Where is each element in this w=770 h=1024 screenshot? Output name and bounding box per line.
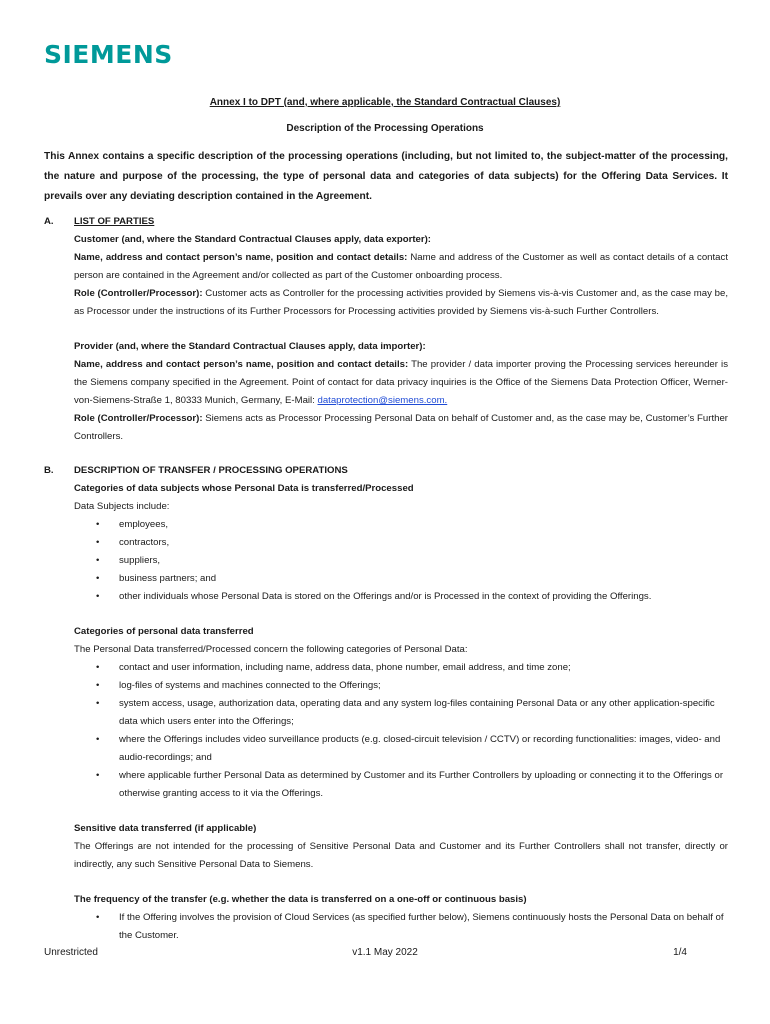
list-item: • contact and user information, including name, address data, phone number, email address, and time zone; bbox=[74, 659, 728, 677]
data-subjects-list bbox=[74, 516, 728, 606]
personal-data-categories-heading: Categories of personal data transferred bbox=[74, 626, 254, 637]
provider-name-label: Name, address and contact person’s name, position and contact details: bbox=[74, 359, 409, 370]
customer-role-text: Customer acts as Controller for the processing activities provided by Siemens vis-à-vis Customer and, as the case may be, as Processor under the instructions of its Further Processors for Processing activities provided by Siemens vis-à-such Further Controllers. bbox=[74, 288, 728, 317]
customer-name-label: Name, address and contact person’s name, position and contact details: bbox=[74, 252, 408, 263]
provider-role-text: Siemens acts as Processor Processing Personal Data on behalf of Customer and, as the case may be, Customer’s Further Controllers. bbox=[74, 413, 728, 442]
provider-name-text: The provider / data importer proving the Processing services hereunder is the Siemens company specified in the Agreement. Point of contact for data privacy inquiries is the Office of the Siemens Data Protection Officer, Werner-von-Siemens-Straße 1, 80333 Munich, Germany, E-Mail: bbox=[74, 359, 728, 406]
provider-role-paragraph bbox=[74, 410, 728, 446]
section-a-heading: LIST OF PARTIES bbox=[74, 216, 155, 227]
section-b bbox=[44, 462, 728, 945]
section-a bbox=[44, 213, 728, 446]
dataprotection-email-link[interactable]: dataprotection@siemens.com. bbox=[317, 395, 448, 406]
list-item: • employees, bbox=[74, 516, 728, 534]
document-subtitle: Description of the Processing Operations bbox=[286, 123, 484, 134]
data-subjects-intro: Data Subjects include: bbox=[74, 501, 170, 512]
list-item: • other individuals whose Personal Data is stored on the Offerings and/or is Processed in the context of providing the Offerings. bbox=[74, 588, 728, 606]
customer-name-paragraph bbox=[74, 249, 728, 285]
transfer-frequency-list bbox=[74, 909, 728, 945]
customer-role-paragraph bbox=[74, 285, 728, 321]
personal-data-categories-list bbox=[74, 659, 728, 803]
intro-paragraph: This Annex contains a specific description of the processing operations (including, but not limited to, the subject-matter of the processing, the nature and purpose of the processing, the type of personal data and categories of data subjects) for the Offering Data Services. It prevails over any deviating description contained in the Agreement. bbox=[44, 151, 728, 202]
footer-version: v1.1 May 2022 bbox=[352, 947, 418, 958]
provider-heading: Provider (and, where the Standard Contractual Clauses apply, data importer): bbox=[74, 341, 426, 352]
sensitive-data-text: The Offerings are not intended for the processing of Sensitive Personal Data and Customer and its Further Controllers shall not transfer, directly or indirectly, any such Sensitive Personal Data to Siemens. bbox=[74, 841, 728, 870]
list-item: • log-files of systems and machines connected to the Offerings; bbox=[74, 677, 728, 695]
siemens-logo: SIEMENS bbox=[44, 40, 173, 69]
list-item: • If the Offering involves the provision of Cloud Services (as specified further below), Siemens continuously hosts the Personal Data on behalf of the Customer. bbox=[74, 909, 728, 945]
customer-name-text: Name and address of the Customer as well as contact details of a contact person are contained in the Agreement and/or collected as part of the Customer onboarding process. bbox=[74, 252, 728, 281]
footer-classification: Unrestricted bbox=[44, 947, 98, 958]
list-item: • suppliers, bbox=[74, 552, 728, 570]
provider-role-label: Role (Controller/Processor): bbox=[74, 413, 203, 424]
section-b-heading: DESCRIPTION OF TRANSFER / PROCESSING OPERATIONS bbox=[74, 465, 348, 476]
transfer-frequency-heading: The frequency of the transfer (e.g. whether the data is transferred on a one-off or continuous basis) bbox=[74, 894, 527, 905]
personal-data-categories-intro: The Personal Data transferred/Processed concern the following categories of Personal Data: bbox=[74, 644, 468, 655]
list-item: • where applicable further Personal Data as determined by Customer and its Further Controllers by uploading or connecting it to the Offerings or otherwise granting access to it via the Offerings. bbox=[74, 767, 728, 803]
customer-heading: Customer (and, where the Standard Contractual Clauses apply, data exporter): bbox=[74, 234, 431, 245]
section-a-letter: A. bbox=[44, 216, 54, 227]
customer-role-label: Role (Controller/Processor): bbox=[74, 288, 203, 299]
sensitive-data-heading: Sensitive data transferred (if applicable) bbox=[74, 823, 257, 834]
provider-name-paragraph bbox=[74, 356, 728, 410]
list-item: • system access, usage, authorization data, operating data and any system log-files containing Personal Data or any other application-specific data which users enter into the Offerings; bbox=[74, 695, 728, 731]
document-title: Annex I to DPT (and, where applicable, the Standard Contractual Clauses) bbox=[209, 97, 561, 108]
section-b-letter: B. bbox=[44, 465, 54, 476]
list-item: • contractors, bbox=[74, 534, 728, 552]
footer-page-number: 1/4 bbox=[673, 947, 687, 958]
list-item: • where the Offerings includes video surveillance products (e.g. closed-circuit television / CCTV) or recording functionalities: images, video- and audio-recordings; and bbox=[74, 731, 728, 767]
data-subjects-heading: Categories of data subjects whose Personal Data is transferred/Processed bbox=[74, 483, 414, 494]
list-item: • business partners; and bbox=[74, 570, 728, 588]
